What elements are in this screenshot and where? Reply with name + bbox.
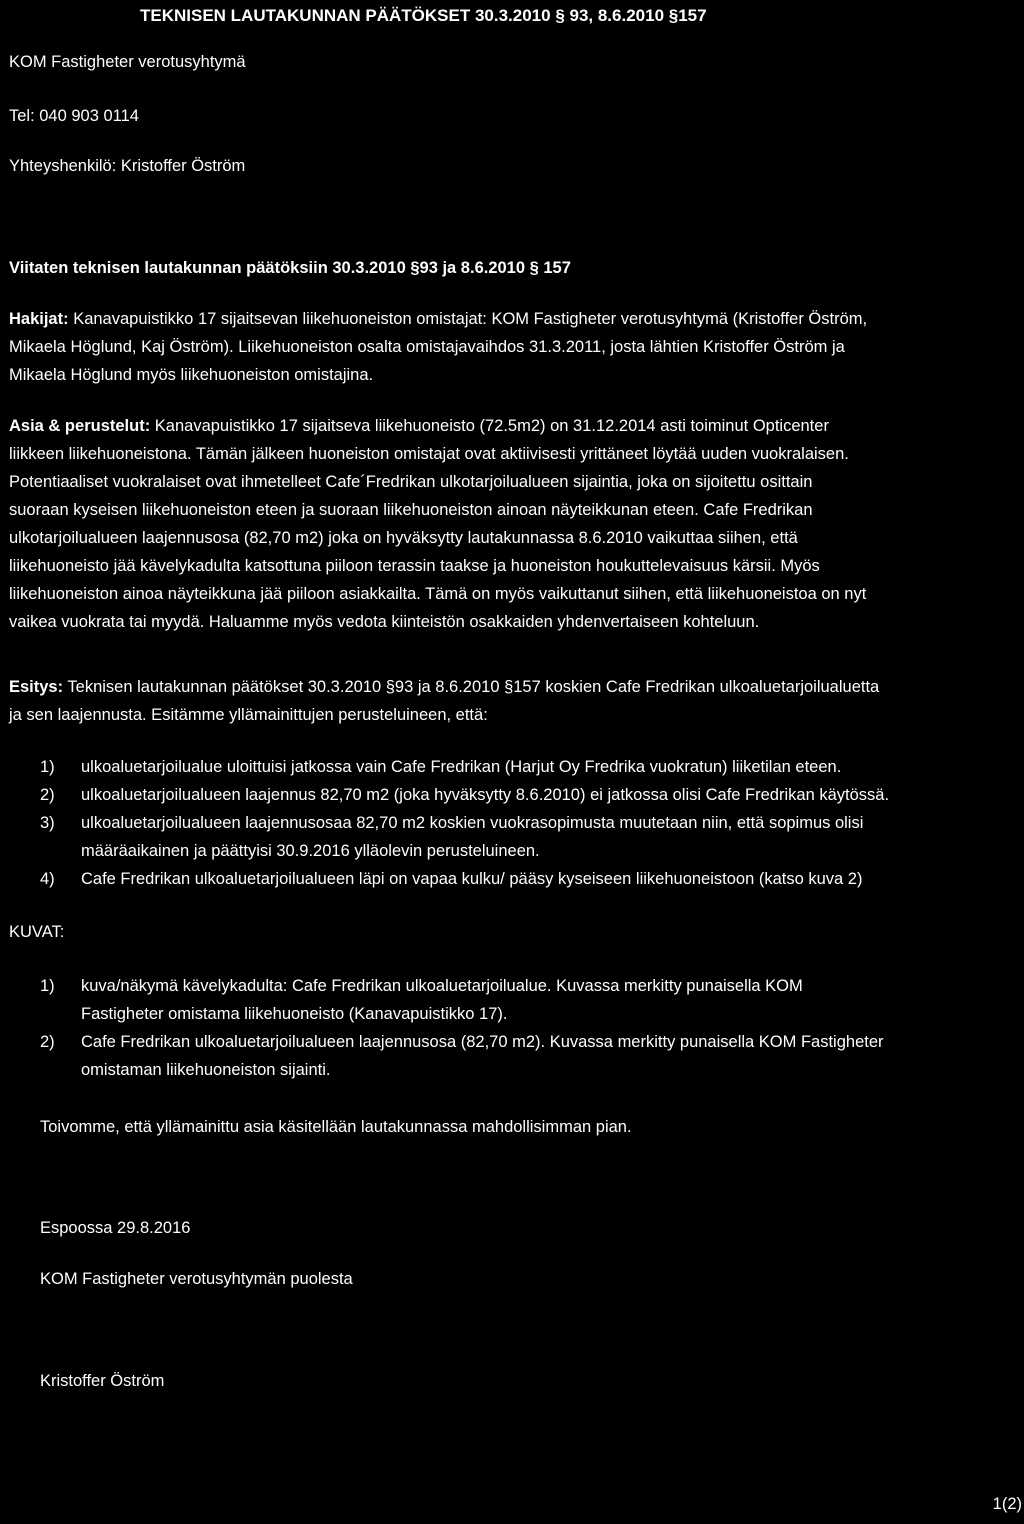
- esitys-section: [9, 673, 1019, 729]
- asia-line: vaikea vuokrata tai myydä. Haluamme myös vedota kiinteistön osakkaiden yhdenvertaiseen kohteluun.: [9, 613, 760, 631]
- asia-line: liikehuoneisto jää kävelykadulta katsottuna piiloon terassin taakse ja huoneiston houkuttelevaisuus kärsii. Myös: [9, 557, 820, 575]
- list-number: 2): [40, 786, 55, 804]
- kuvat-list: [9, 972, 1021, 1084]
- hakijat-label: Hakijat:: [9, 310, 69, 328]
- list-item-text: omistaman liikehuoneiston sijainti.: [81, 1061, 331, 1079]
- asia-line: Kanavapuistikko 17 sijaitseva liikehuoneisto (72.5m2) on 31.12.2014 asti toiminut Opticenter: [154, 417, 829, 435]
- document-title: TEKNISEN LAUTAKUNNAN PÄÄTÖKSET 30.3.2010 § 93, 8.6.2010 §157: [140, 6, 707, 25]
- hakijat-line: Mikaela Höglund, Kaj Öström). Liikehuoneiston osalta omistajavaihdos 31.3.2011, josta lähtien Kristoffer Öström ja: [9, 338, 845, 356]
- list-number: 2): [40, 1033, 55, 1051]
- list-item-text: ulkoaluetarjoilualueen laajennusosaa 82,70 m2 koskien vuokrasopimusta muutetaan niin, että sopimus olisi: [81, 814, 864, 832]
- list-number: 1): [40, 977, 55, 995]
- hakijat-section: [9, 305, 1019, 389]
- list-item-text: ulkoaluetarjoilualue uloittuisi jatkossa vain Cafe Fredrikan (Harjut Oy Fredrika vuokratun) liiketilan eteen.: [81, 758, 842, 776]
- place-date: Espoossa 29.8.2016: [40, 1219, 191, 1237]
- list-item-text: kuva/näkymä kävelykadulta: Cafe Fredrikan ulkoaluetarjoilualue. Kuvassa merkitty punaisella KOM: [81, 977, 803, 995]
- list-item: [9, 865, 1021, 893]
- list-number: 4): [40, 870, 55, 888]
- esitys-list: [9, 753, 1021, 893]
- list-item: [9, 753, 1021, 781]
- kuvat-label: KUVAT:: [9, 923, 65, 941]
- reference-line: Viitaten teknisen lautakunnan päätöksiin 30.3.2010 §93 ja 8.6.2010 § 157: [9, 259, 571, 277]
- list-item-text: ulkoaluetarjoilualueen laajennus 82,70 m2 (joka hyväksytty 8.6.2010) ei jatkossa olisi Cafe Fredrikan käytössä.: [81, 786, 890, 804]
- list-number: 1): [40, 758, 55, 776]
- contact-person: Yhteyshenkilö: Kristoffer Öström: [9, 157, 246, 175]
- list-item: [9, 809, 1021, 865]
- on-behalf-line: KOM Fastigheter verotusyhtymän puolesta: [40, 1270, 353, 1288]
- asia-label: Asia & perustelut:: [9, 417, 151, 435]
- company-name: KOM Fastigheter verotusyhtymä: [9, 53, 246, 71]
- asia-line: Potentiaaliset vuokralaiset ovat ihmetelleet Cafe´Fredrikan ulkotarjoilualueen sijaintia, joka on sijoitettu osittain: [9, 473, 813, 491]
- list-number: 3): [40, 814, 55, 832]
- list-item-text: määräaikainen ja päättyisi 30.9.2016 ylläolevin perusteluineen.: [81, 842, 540, 860]
- asia-section: [9, 412, 1019, 636]
- list-item: [9, 781, 1021, 809]
- signer-name: Kristoffer Öström: [40, 1372, 165, 1390]
- list-item-text: Cafe Fredrikan ulkoaluetarjoilualueen läpi on vapaa kulku/ pääsy kyseiseen liikehuoneistoon (katso kuva 2): [81, 870, 863, 888]
- list-item-text: Cafe Fredrikan ulkoaluetarjoilualueen laajennusosa (82,70 m2). Kuvassa merkitty punaisella KOM Fastigheter: [81, 1033, 884, 1051]
- hakijat-line: Mikaela Höglund myös liikehuoneiston omistajina.: [9, 366, 374, 384]
- hakijat-line: Kanavapuistikko 17 sijaitsevan liikehuoneiston omistajat: KOM Fastigheter verotusyhtymä (Kristoffer Öström,: [73, 310, 868, 328]
- list-item: [9, 1028, 1021, 1084]
- esitys-line: Teknisen lautakunnan päätökset 30.3.2010 §93 ja 8.6.2010 §157 koskien Cafe Fredrikan ulkoaluetarjoilualuetta: [67, 678, 880, 696]
- page-number: 1(2): [992, 1495, 1022, 1513]
- closing-text: Toivomme, että yllämainittu asia käsitellään lautakunnassa mahdollisimman pian.: [40, 1118, 632, 1136]
- esitys-label: Esitys:: [9, 678, 64, 696]
- asia-line: liikkeen liikehuoneistona. Tämän jälkeen huoneiston omistajat ovat aktiivisesti yrittäneet löytää uuden vuokralaisen.: [9, 445, 849, 463]
- asia-line: liikehuoneiston ainoa näyteikkuna jää piiloon asiakkailta. Tämä on myös vaikuttanut siihen, että liikehuoneistoa on nyt: [9, 585, 867, 603]
- list-item: [9, 972, 1021, 1028]
- asia-line: suoraan kyseisen liikehuoneiston eteen ja suoraan liikehuoneiston ainoan näyteikkunan eteen. Cafe Fredrikan: [9, 501, 813, 519]
- esitys-line: ja sen laajennusta. Esitämme yllämainittujen perusteluineen, että:: [9, 706, 488, 724]
- asia-line: ulkotarjoilualueen laajennusosa (82,70 m2) joka on hyväksytty lautakunnassa 8.6.2010 vaikuttaa siihen, että: [9, 529, 798, 547]
- list-item-text: Fastigheter omistama liikehuoneisto (Kanavapuistikko 17).: [81, 1005, 508, 1023]
- phone-number: Tel: 040 903 0114: [9, 107, 139, 125]
